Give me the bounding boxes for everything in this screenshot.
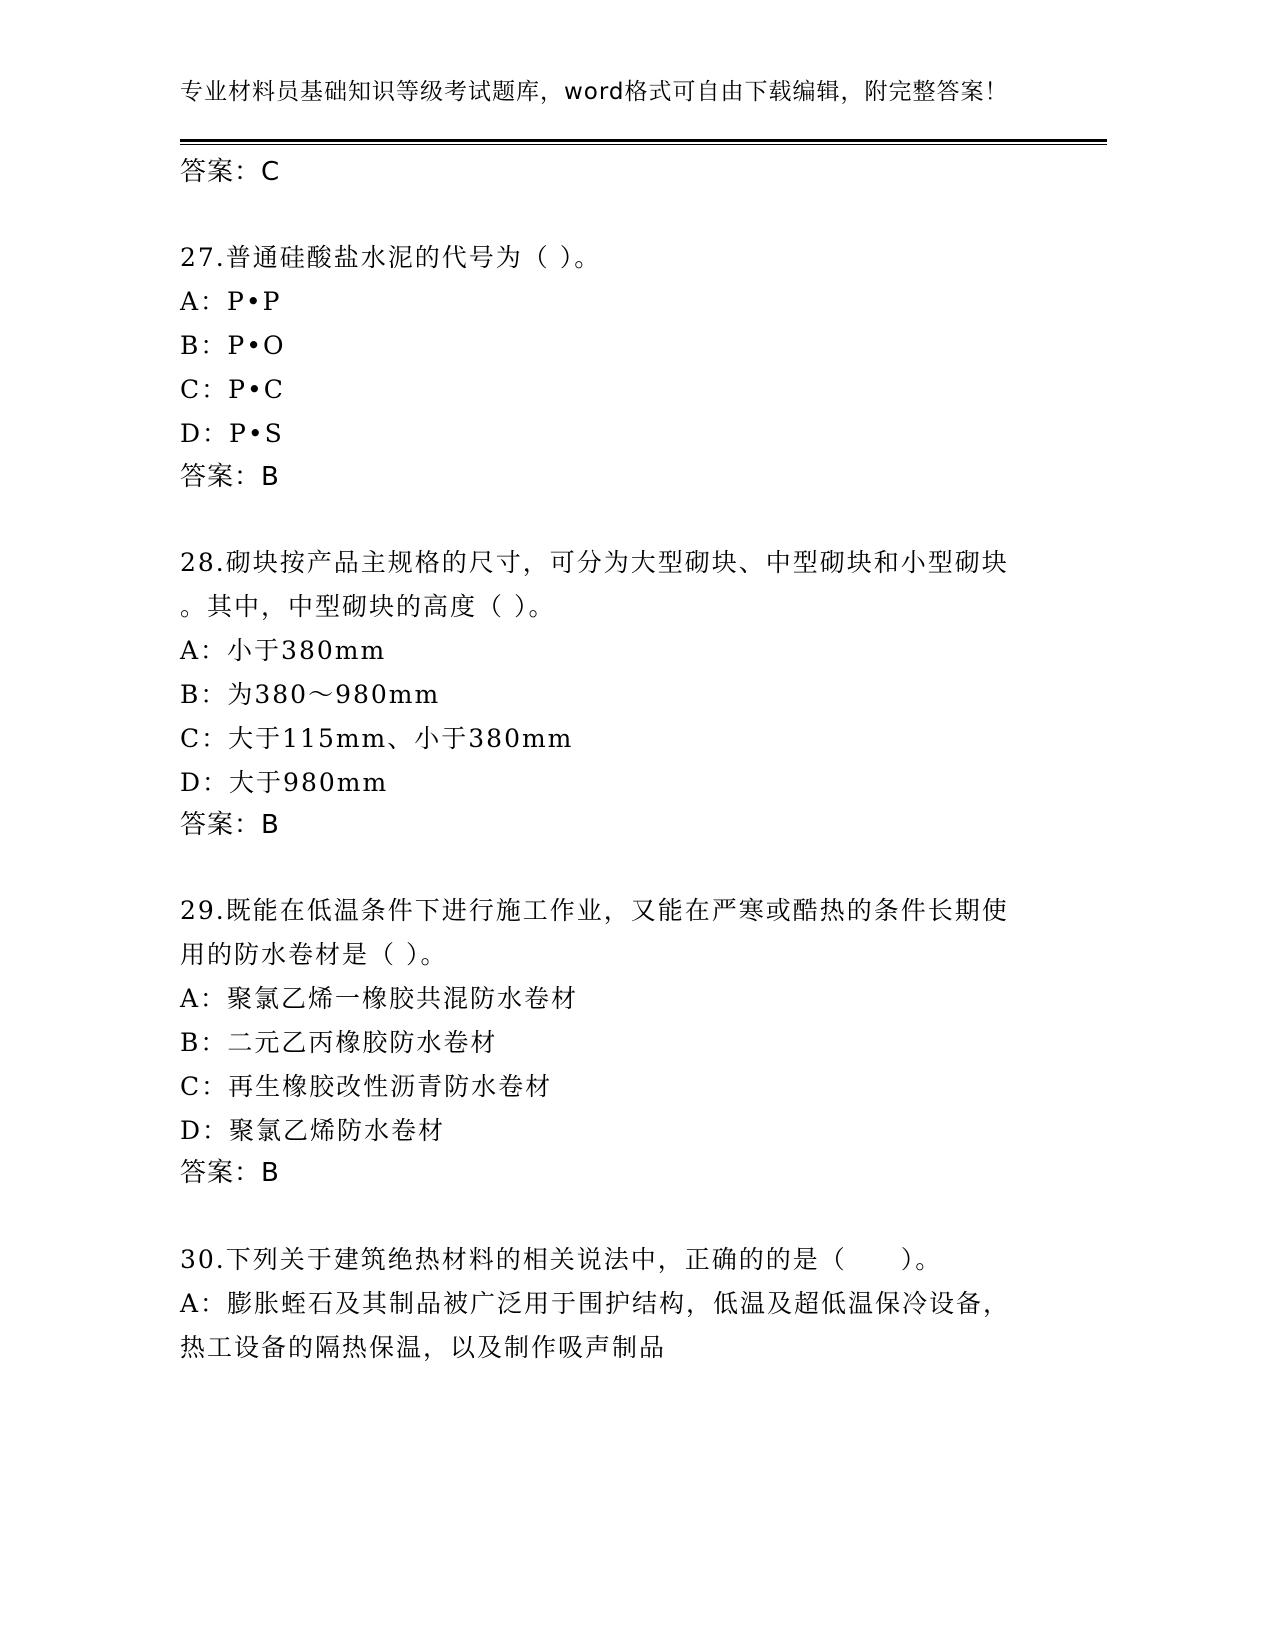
header-rule-thick xyxy=(180,139,1107,142)
option-b: B：P•O xyxy=(180,331,286,360)
option-b: B：为380～980mm xyxy=(180,680,441,709)
question-29-stem-line1: 29.既能在低温条件下进行施工作业，又能在严寒或酷热的条件长期使 xyxy=(180,896,1009,925)
option-d: D：大于980mm xyxy=(180,768,389,797)
option-c: C：大于115mm、小于380mm xyxy=(180,724,574,753)
option-a: A：聚氯乙烯一橡胶共混防水卷材 xyxy=(180,984,579,1013)
answer-line: 答案：C xyxy=(180,157,281,187)
question-29-stem-line2: 用的防水卷材是（ ）。 xyxy=(180,940,448,969)
question-27-stem: 27.普通硅酸盐水泥的代号为（ ）。 xyxy=(180,243,602,272)
question-28-stem-line1: 28.砌块按产品主规格的尺寸，可分为大型砌块、中型砌块和小型砌块 xyxy=(180,548,1009,577)
answer-line: 答案：B xyxy=(180,462,280,492)
question-30-stem: 30.下列关于建筑绝热材料的相关说法中，正确的的是（ ）。 xyxy=(180,1245,943,1274)
answer-line: 答案：B xyxy=(180,1158,280,1188)
option-c: C：P•C xyxy=(180,375,285,404)
answer-line: 答案：B xyxy=(180,810,280,840)
question-28-stem-line2: 。其中，中型砌块的高度（ ）。 xyxy=(180,592,556,621)
option-a-line1: A：膨胀蛭石及其制品被广泛用于围护结构，低温及超低温保冷设备， xyxy=(180,1289,1011,1318)
option-c: C：再生橡胶改性沥青防水卷材 xyxy=(180,1072,553,1101)
option-d: D：聚氯乙烯防水卷材 xyxy=(180,1116,446,1145)
option-a: A：小于380mm xyxy=(180,636,387,665)
option-d: D：P•S xyxy=(180,419,284,448)
header-rule-thin xyxy=(180,144,1107,145)
header-text: 专业材料员基础知识等级考试题库，word格式可自由下载编辑，附完整答案！ xyxy=(180,79,1009,105)
option-b: B：二元乙丙橡胶防水卷材 xyxy=(180,1028,498,1057)
option-a: A：P•P xyxy=(180,287,282,316)
option-a-line2: 热工设备的隔热保温，以及制作吸声制品 xyxy=(180,1333,667,1362)
